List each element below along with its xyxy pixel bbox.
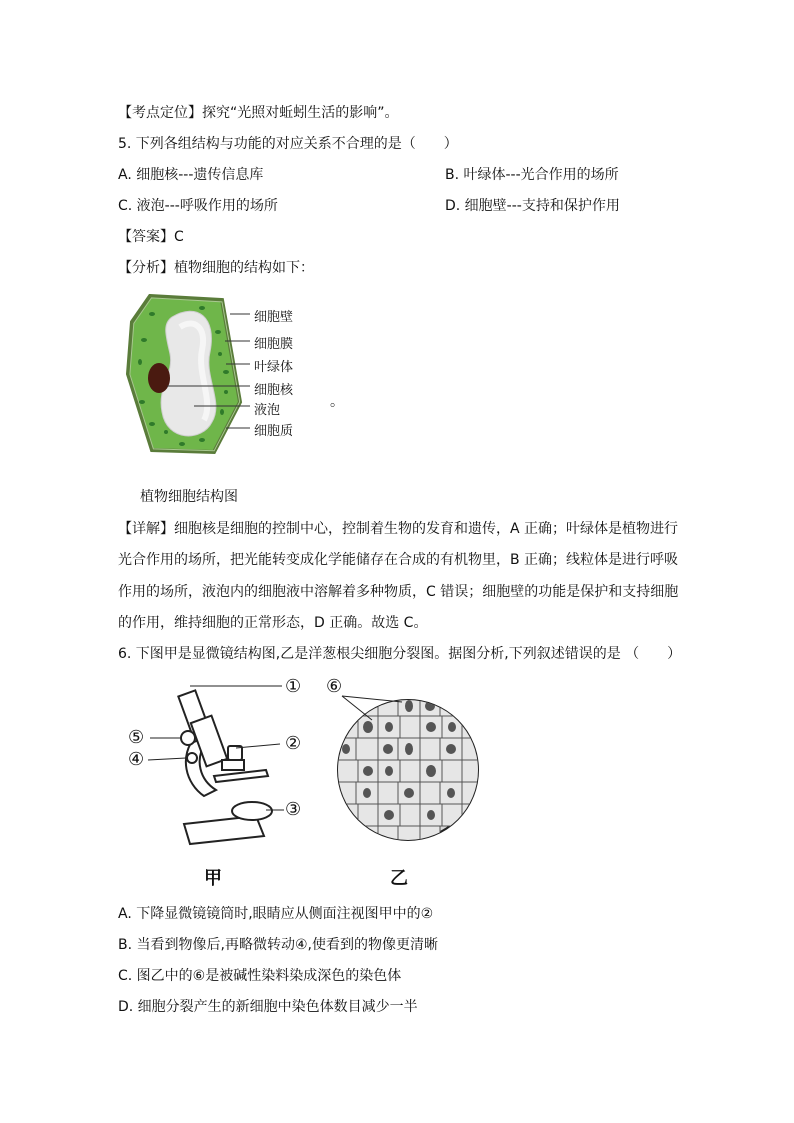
mark-4: ④ xyxy=(128,749,145,770)
q5-option-d: D. 细胞壁---支持和保护作用 xyxy=(445,198,620,214)
nucleus-shape xyxy=(148,363,170,393)
kaodian-line: 【考点定位】探究“光照对蚯蚓生活的影响”。 xyxy=(118,105,399,121)
q5-option-a: A. 细胞核---遗传信息库 xyxy=(118,167,264,183)
q5-analysis: 【分析】植物细胞的结构如下： xyxy=(118,260,314,276)
label-cytoplasm: 细胞质 xyxy=(254,424,294,439)
mark-2: ② xyxy=(285,733,302,754)
q6-option-c: C. 图乙中的⑥是被碱性染料染成深色的染色体 xyxy=(118,968,402,984)
q6-option-a: A. 下降显微镜镜筒时,眼睛应从侧面注视图甲中的② xyxy=(118,906,434,922)
microscope-figure xyxy=(126,676,316,856)
q6-stem: 6. 下图甲是显微镜结构图,乙是洋葱根尖细胞分裂图。据图分析,下列叙述错误的是 （ ） xyxy=(118,646,682,662)
label-yi: 乙 xyxy=(390,868,408,889)
mark-6: ⑥ xyxy=(326,676,343,697)
mark-3: ③ xyxy=(285,799,302,820)
q6-option-d: D. 细胞分裂产生的新细胞中染色体数目减少一半 xyxy=(118,999,418,1015)
q5-stem: 5. 下列各组结构与功能的对应关系不合理的是（ ） xyxy=(118,136,458,152)
label-cell-wall: 细胞壁 xyxy=(254,310,294,325)
mark-5: ⑤ xyxy=(128,727,145,748)
q5-detail-line-4: 的作用，维持细胞的正常形态，D 正确。故选 C。 xyxy=(118,615,428,631)
q5-option-c: C. 液泡---呼吸作用的场所 xyxy=(118,198,278,214)
q5-option-b: B. 叶绿体---光合作用的场所 xyxy=(445,167,619,183)
figure-period: 。 xyxy=(330,394,344,410)
q5-detail-line-3: 作用的场所，液泡内的细胞液中溶解着多种物质，C 错误；细胞壁的功能是保护和支持细胞 xyxy=(118,584,679,600)
root-tip-figure xyxy=(322,676,484,846)
label-vacuole: 液泡 xyxy=(254,403,281,418)
label-cell-membrane: 细胞膜 xyxy=(254,337,294,352)
label-nucleus: 细胞核 xyxy=(254,383,294,398)
label-jia: 甲 xyxy=(204,868,222,889)
q5-detail-line-2: 光合作用的场所，把光能转变成化学能储存在合成的有机物里，B 正确；线粒体是进行呼吸 xyxy=(118,552,679,568)
mark-1: ① xyxy=(285,676,302,697)
figure-caption: 植物细胞结构图 xyxy=(140,489,238,505)
q6-option-b: B. 当看到物像后,再略微转动④,使看到的物像更清晰 xyxy=(118,937,438,953)
q5-detail-line-1: 【详解】细胞核是细胞的控制中心，控制着生物的发育和遗传，A 正确；叶绿体是植物进行 xyxy=(118,521,679,537)
label-chloroplast: 叶绿体 xyxy=(254,360,294,375)
q5-answer: 【答案】C xyxy=(118,229,184,245)
plant-cell-figure xyxy=(122,292,342,462)
